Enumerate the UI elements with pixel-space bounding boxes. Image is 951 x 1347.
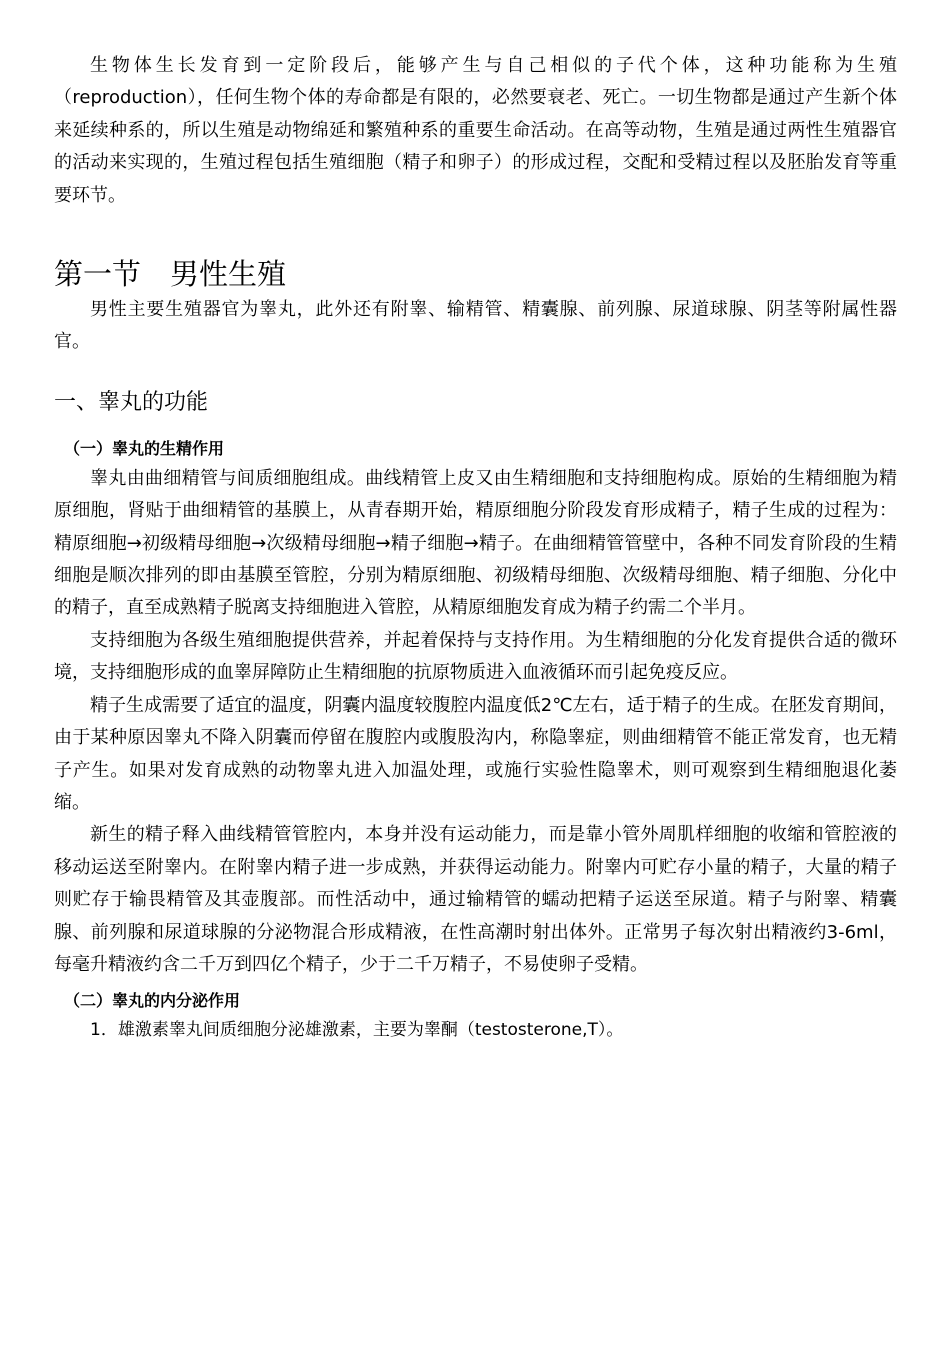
list-item-androgen: 1．雄激素睾丸间质细胞分泌雄激素，主要为睾酮（testosterone,T）。: [90, 1020, 624, 1041]
paragraph-sperm-transport: 新生的精子释入曲线精管管腔内，本身并没有运动能力，而是靠小管外周肌样细胞的收缩和管腔液的移动运送至附睾内。在附睾内精子进一步成熟，并获得运动能力。附睾内可贮存小量的精子，大量的精子则贮存于输畏精管及其壶腹部。而性活动中，通过输精管的蠕动把精子运送至尿道。精子与附睾、精囊腺、前列腺和尿道球腺的分泌物混合形成精液，在性高潮时射出体外。正常男子每次射出精液约3-6ml，每毫升精液约含二千万到四亿个精子，少于二千万精子，不易使卵子受精。: [54, 824, 897, 975]
paragraph-testis-structure: 睾丸由曲细精管与间质细胞组成。曲线精管上皮又由生精细胞和支持细胞构成。原始的生精细胞为精原细胞，肾贴于曲细精管的基膜上，从青春期开始，精原细胞分阶段发育形成精子，精子生成的过程为：精原细胞→初级精母细胞→次级精母细胞→精子细胞→精子。在曲细精管管壁中，各种不同发育阶段的生精细胞是顺次排列的即由基膜至管腔，分别为精原细胞、初级精母细胞、次级精母细胞、精子细胞、分化中的精子，直至成熟精子脱离支持细胞进入管腔，从精原细胞发育成为精子约需二个半月。: [54, 467, 897, 619]
paragraph-sertoli-cells: 支持细胞为各级生殖细胞提供营养，并起着保持与支持作用。为生精细胞的分化发育提供合适的微环境，支持细胞形成的血睾屏障防止生精细胞的抗原物质进入血液循环而引起免疫反应。: [54, 629, 897, 684]
document-content: [54, 50, 897, 1045]
section-intro-paragraph: 男性主要生殖器官为睾丸，此外还有附睾、输精管、精囊腺、前列腺、尿道球腺、阴茎等附属性器官。: [54, 299, 897, 353]
intro-paragraph: 生物体生长发育到一定阶段后，能够产生与自己相似的子代个体，这种功能称为生殖（reproduction），任何生物个体的寿命都是有限的，必然要衰老、死亡。一切生物都是通过产生新个体来延续种系的，所以生殖是动物绵延和繁殖种系的重要生命活动。在高等动物，生殖是通过两性生殖器官的活动来实现的，生殖过程包括生殖细胞（精子和卵子）的形成过程，交配和受精过程以及胚胎发育等重要环节。: [54, 55, 897, 206]
paragraph-temperature: 精子生成需要了适宜的温度，阴囊内温度较腹腔内温度低2℃左右，适于精子的生成。在胚发育期间，由于某种原因睾丸不降入阴囊而停留在腹腔内或腹股沟内，称隐睾症，则曲细精管不能正常发育，也无精子产生。如果对发育成熟的动物睾丸进入加温处理，或施行实验性隐睾术，则可观察到生精细胞退化萎缩。: [54, 694, 897, 813]
part-title-spermatogenesis: （一）睾丸的生精作用: [64, 438, 225, 458]
part-title-endocrine: （二）睾丸的内分泌作用: [64, 991, 241, 1011]
section-title: 第一节 男性生殖: [54, 257, 287, 292]
subsection-title: 一、睾丸的功能: [54, 389, 209, 415]
